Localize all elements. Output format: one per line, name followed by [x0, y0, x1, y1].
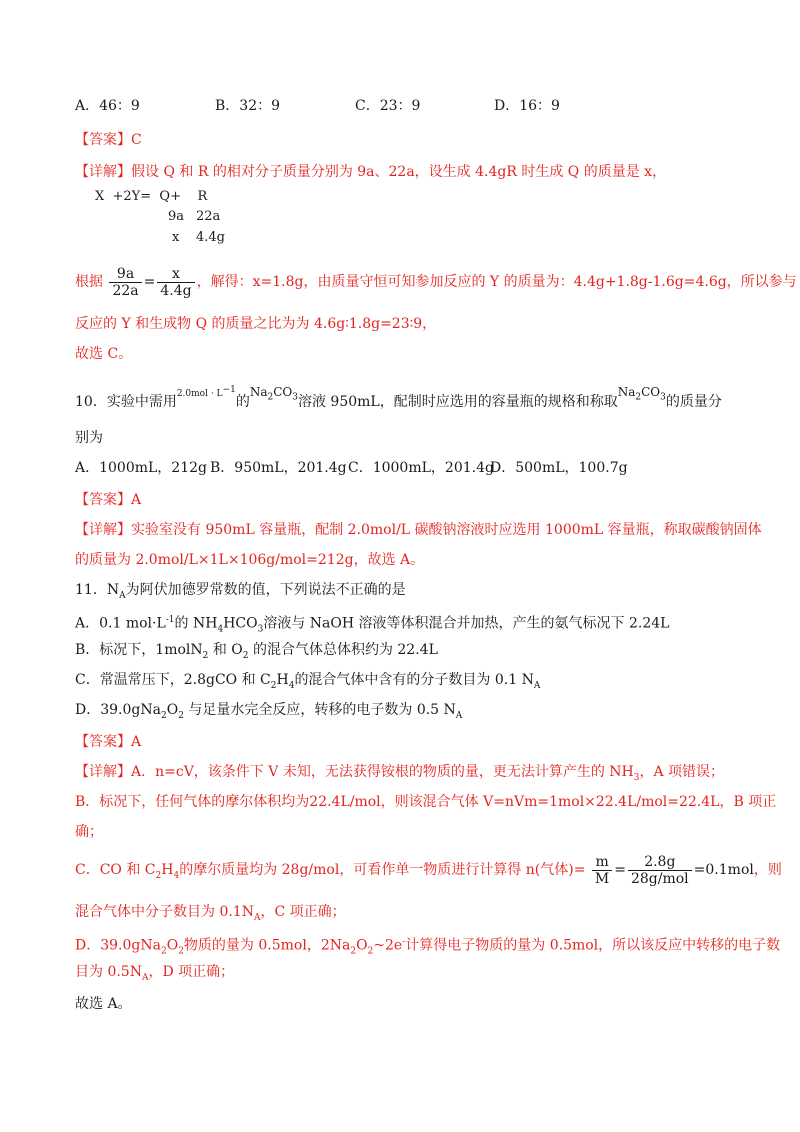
- q11-option-b: B．标况下，1molN$_2$ 和 $O_2$ 的混合气体总体积约为 22.4L: [75, 642, 438, 661]
- q11-detail-c-cont: 混合气体中分子数目为 $0.1N_A$，C 项正确；: [75, 904, 346, 923]
- answer-value: A: [131, 492, 142, 508]
- ratio-fraction: $\frac{9a}{22a}$: [109, 266, 141, 299]
- q11-option-c: C．常温常压下，2.8gCO 和 $C_2H_4$的混合气体中含有的分子数目为 0.1 $N_A$: [75, 672, 541, 691]
- q9-conclusion: 故选 C。: [75, 346, 133, 362]
- q11-detail-b-cont: 确；: [75, 824, 103, 840]
- q9-calc-line2: 反应的 Y 和生成物 Q 的质量之比为为 4.6g∶1.8g=23∶9，: [75, 316, 437, 332]
- formula-na2co3: $Na_2CO_3$: [617, 385, 666, 403]
- answer-label: 【答案】: [75, 734, 131, 750]
- q11-option-a: A．0.1 $mol\cdot L^{-1}$的 $NH_4HCO_3$溶液与 NaOH 溶液等体积混合并加热，产生的氨气标况下 2.24L: [75, 615, 670, 635]
- q11-stem: 11．$N_A$为阿伏加德罗常数的值，下列说法不正确的是: [75, 582, 406, 601]
- q11-answer: [75, 732, 141, 752]
- q11-conclusion: 故选 A。: [75, 996, 132, 1012]
- mass-over-molar-fraction: $\frac{2.8g}{\text{28g/mol}}$: [628, 854, 692, 887]
- q9-detail-intro: 【详解】假设 Q 和 R 的相对分子质量分别为 9a、22a，设生成 4.4gR 时生成 Q 的质量是 x，: [75, 164, 667, 180]
- mass-fraction: $\frac{x}{4.4g}$: [157, 266, 194, 299]
- q10-stem-line2: 别为: [75, 430, 103, 446]
- q9-equation: X +2Y= Q+ R: [95, 189, 208, 204]
- q9-eq-q-unknown: x: [172, 230, 180, 245]
- answer-value: A: [131, 734, 142, 750]
- q9-answer: [75, 130, 142, 150]
- q11-detail-a: 【详解】A．n=cV，该条件下 V 未知，无法获得铵根的物质的量，更无法计算产生的 $NH_3$，A 项错误；: [75, 764, 725, 783]
- q10-detail-line1: 【详解】实验室没有 950mL 容量瓶，配制 2.0mol/L 碳酸钠溶液时应选用 1000mL 容量瓶，称取碳酸钠固体: [75, 522, 762, 538]
- q10-stem: 10．实验中需用$^{2.0mol \cdot L^{-1}}$的$Na_2CO_3$溶液 950mL，配制时应选用的容量瓶的规格和称取$Na_2CO_3$的质量分: [75, 385, 722, 410]
- q10-option-a: A．1000mL，212g: [75, 460, 207, 476]
- q11-option-d: D．$39.0gNa_2O_2$ 与足量水完全反应，转移的电子数为 0.5 $N_A$: [75, 702, 463, 721]
- q10-option-b: B．950mL，201.4g: [210, 460, 347, 476]
- concentration: 2.0mol · L−1: [176, 385, 236, 399]
- detail-label: 【详解】: [75, 522, 131, 538]
- q11-detail-d: D．$39.0gNa_2O_2$物质的量为 0.5mol，$2Na_2O_2\sim 2e^-$计算得电子物质的量为 0.5mol，所以该反应中转移的电子数: [75, 937, 781, 957]
- q11-detail-c: C．CO 和 $C_2H_4$的摩尔质量均为 28g/mol，可看作单一物质进行计算得 n(气体)= $\frac{m}{M}$ = $\frac{2.8g}{\text{28g/mol}}$ =0.1mol，则: [75, 853, 782, 887]
- answer-label: 【答案】: [75, 132, 131, 148]
- q11-detail-b: B．标况下，任何气体的摩尔体积均为22.4L/mol，则该混合气体 V=nVm=1mol×22.4L/mol=22.4L，B 项正: [75, 794, 777, 810]
- q9-option-a: A．46：9: [75, 98, 140, 114]
- q11-detail-d-cont: 目为 $0.5N_A$，D 项正确；: [75, 964, 235, 983]
- q9-eq-r-given: 4.4g: [196, 230, 225, 245]
- q9-eq-r-mass: 22a: [196, 209, 221, 224]
- q10-option-c: C．1000mL，201.4g: [348, 460, 494, 476]
- answer-value: C: [131, 132, 142, 148]
- q9-option-d: D．16：9: [494, 98, 560, 114]
- detail-label: 【详解】: [75, 164, 131, 180]
- q10-answer: [75, 490, 141, 510]
- q9-eq-q-mass: 9a: [168, 209, 185, 224]
- q10-option-d: D．500mL，100.7g: [490, 460, 628, 476]
- m-over-m-fraction: $\frac{m}{M}$: [592, 854, 612, 887]
- answer-label: 【答案】: [75, 492, 131, 508]
- q9-calc-line: 根据 $\frac{9a}{22a}$ = $\frac{x}{4.4g}$ ，解得：x=1.8g，由质量守恒可知参加反应的 Y 的质量为：4.4g+1.8g-1.6g=4.6g，所以参与: [75, 265, 797, 299]
- detail-label: 【详解】: [75, 764, 131, 780]
- q9-option-c: C．23：9: [355, 98, 421, 114]
- formula-na2co3: $Na_2CO_3$: [249, 385, 298, 403]
- q9-option-b: B．32：9: [215, 98, 281, 114]
- q10-detail-line2: 的质量为 2.0mol/L×1L×106g/mol=212g，故选 A。: [75, 552, 425, 568]
